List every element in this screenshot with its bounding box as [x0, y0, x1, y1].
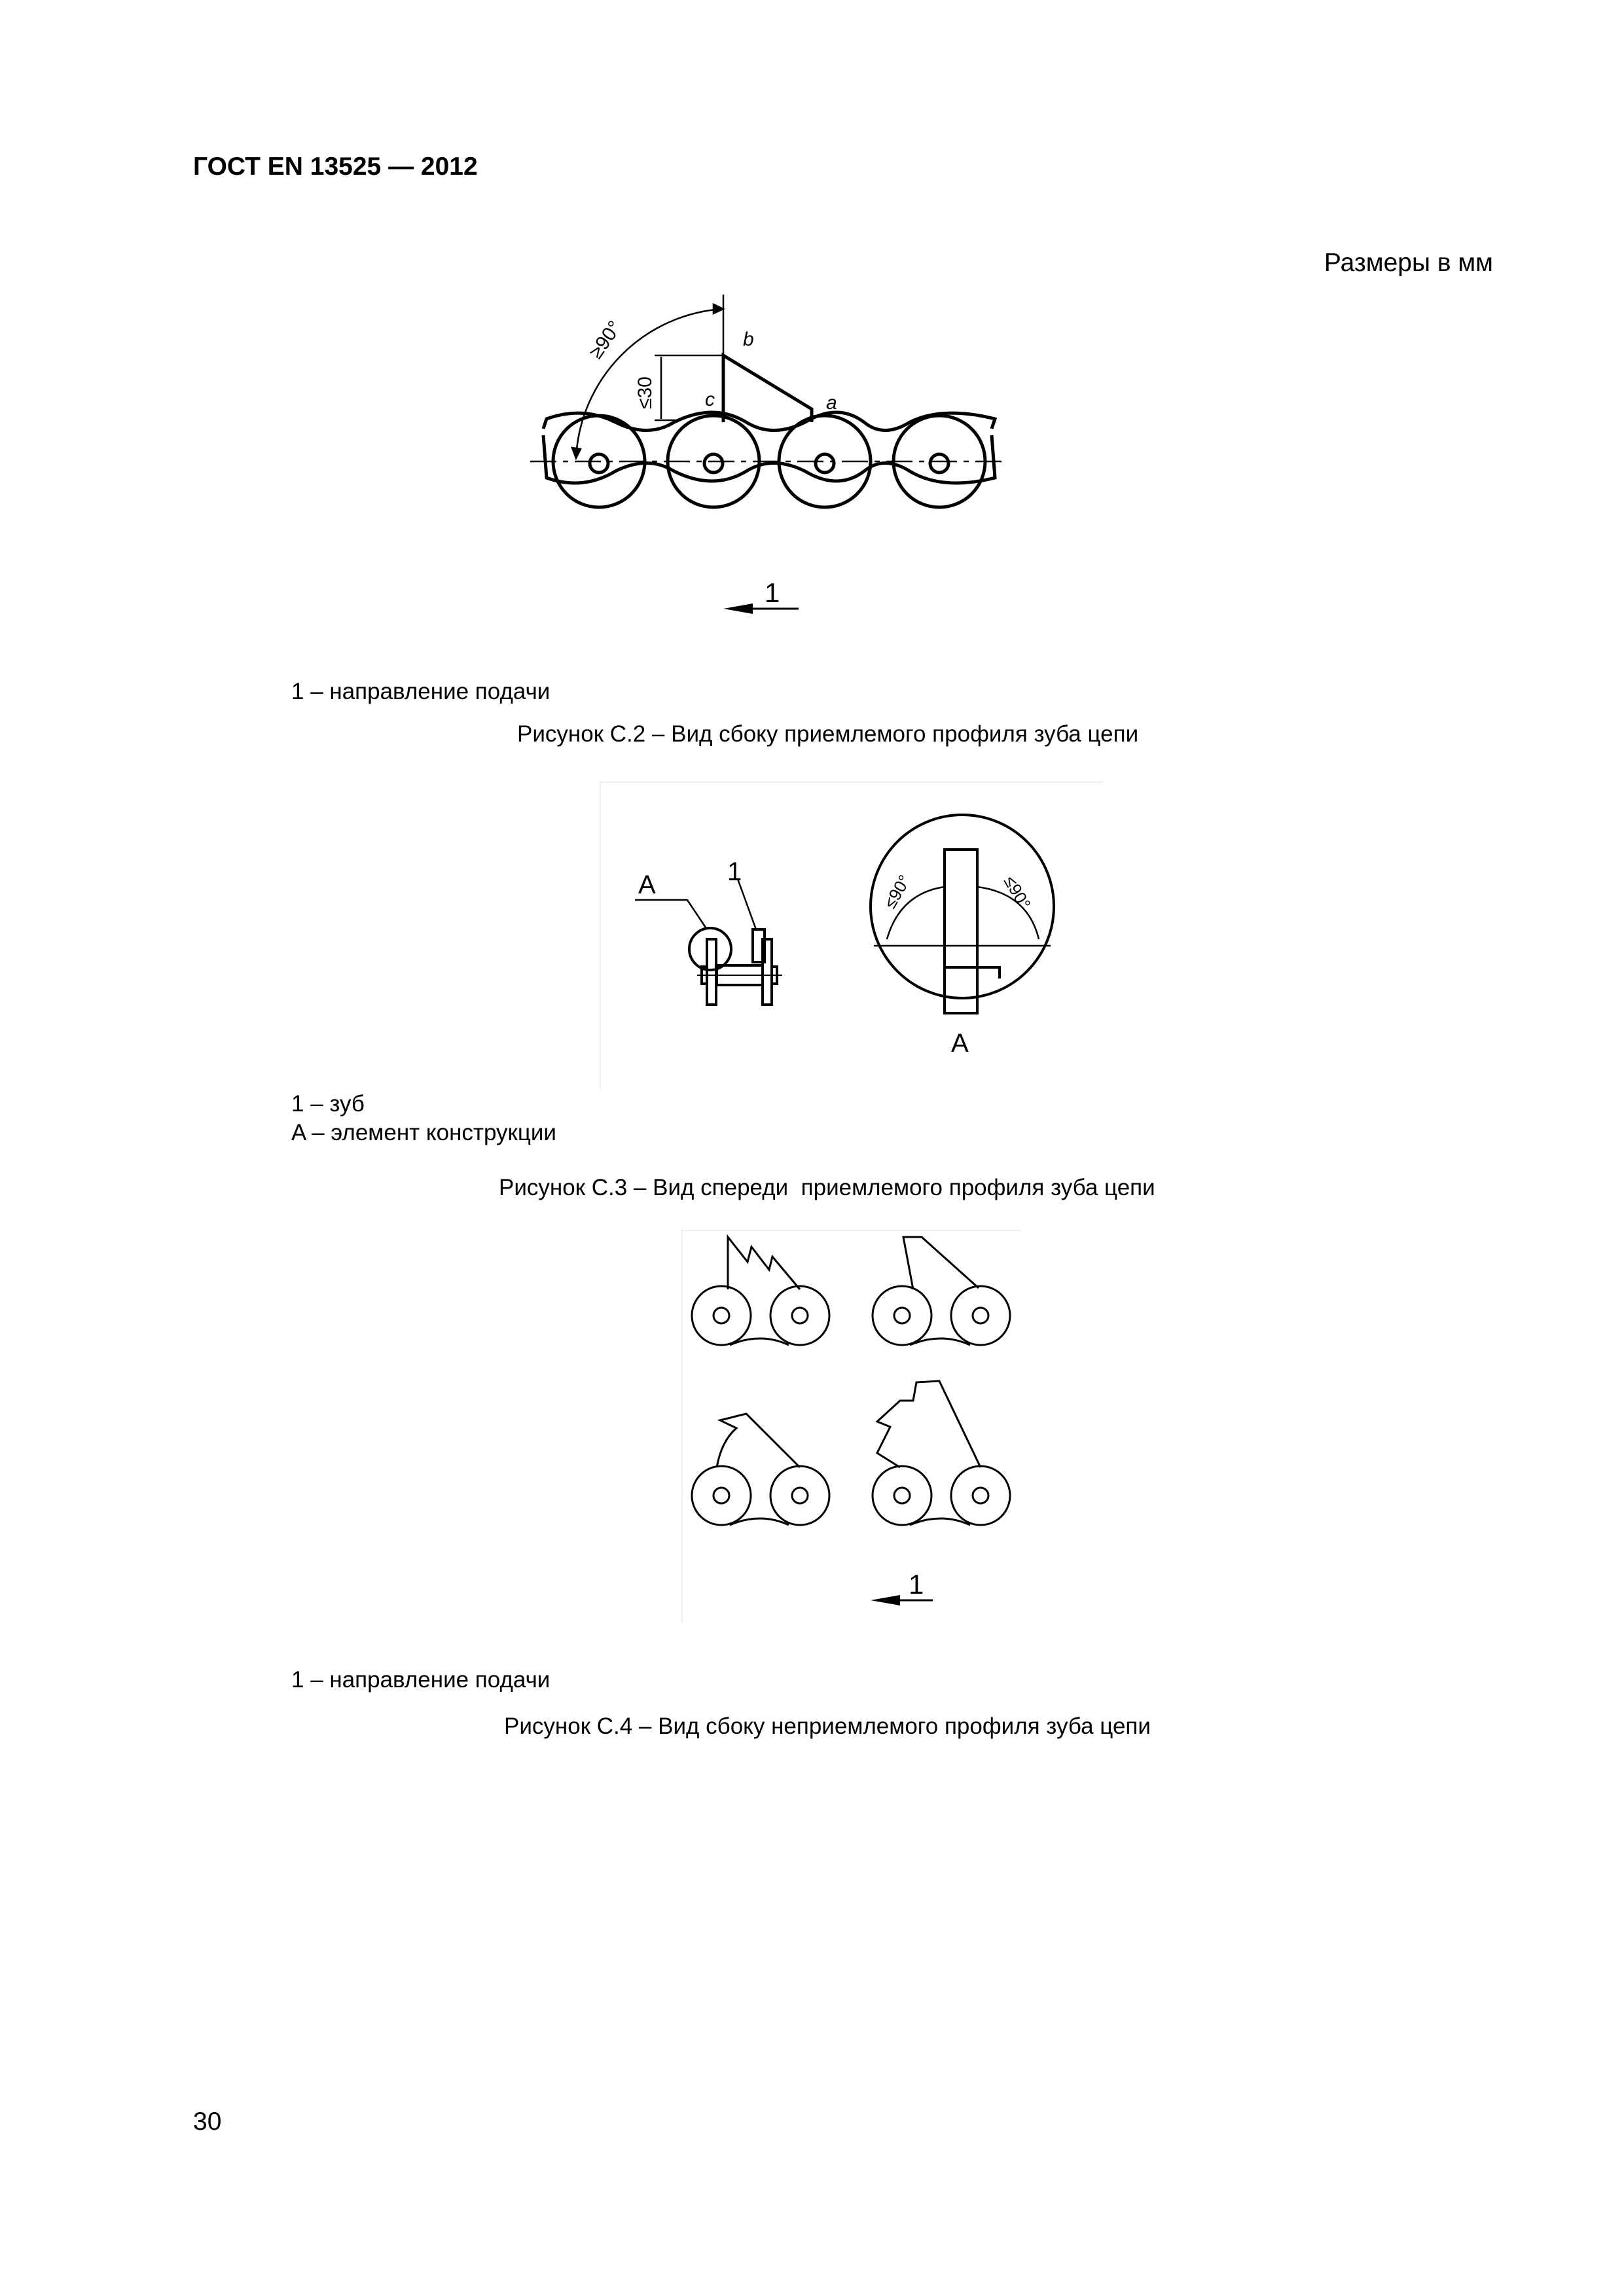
pin-1: [590, 454, 608, 473]
chain-outline-bottom: [543, 435, 995, 483]
legend-c3: [291, 1090, 556, 1147]
caption-c2: Рисунок С.2 – Вид сбоку приемлемого профиля зуба цепи: [517, 721, 1139, 747]
unacceptable-tooth-serrated: [728, 1237, 800, 1289]
angle-arrow-tail: [572, 448, 581, 458]
height-label: ≤30: [634, 376, 656, 409]
unacceptable-tooth-curved: [717, 1414, 800, 1467]
unacceptable-tooth-overhang: [903, 1237, 979, 1289]
detail-view-label: A: [951, 1029, 969, 1058]
angle-left-label: ≤90°: [880, 871, 914, 912]
units-note: Размеры в мм: [1324, 249, 1493, 277]
pin-3: [816, 454, 834, 473]
figure-c4-drawing: [681, 1230, 1021, 1623]
feed-direction-arrow-c2: [720, 569, 812, 622]
arrow-label-c4: 1: [909, 1569, 924, 1600]
label-c: c: [705, 389, 715, 410]
left-plate: [707, 939, 716, 1005]
caption-c3: Рисунок С.3 – Вид спереди приемлемого профиля зуба цепи: [499, 1175, 1155, 1200]
figure-c3-drawing: [599, 782, 1103, 1090]
arrow-label-c2: 1: [765, 577, 780, 608]
legend-c3-item-2: A – элемент конструкции: [291, 1120, 556, 1145]
detail-circle-marker: [689, 928, 731, 970]
page-number: 30: [193, 2108, 222, 2136]
label-1-marker: 1: [727, 857, 742, 886]
feed-direction-arrow-c4: [871, 1595, 900, 1605]
chain-outline-top: [543, 412, 995, 431]
detail-tooth: [945, 850, 977, 1013]
legend-c4-item: 1 – направление подачи: [291, 1667, 550, 1693]
unacceptable-tooth-hooked: [877, 1381, 981, 1467]
angle-arrow-tip: [713, 304, 723, 314]
pin-4: [930, 454, 948, 473]
label-A-marker: A: [638, 870, 656, 899]
legend-c2-item: 1 – направление подачи: [291, 679, 550, 704]
leader-A: [635, 900, 707, 929]
legend-c4: [291, 1666, 550, 1695]
angle-right-label: ≤90°: [1000, 872, 1035, 913]
label-b: b: [743, 329, 754, 350]
angle-label: ≥90°: [585, 317, 626, 363]
legend-c3-item-1: 1 – зуб: [291, 1091, 365, 1117]
document-header: ГОСТ EN 13525 — 2012: [193, 152, 478, 181]
pin-2: [704, 454, 723, 473]
caption-c4: Рисунок С.4 – Вид сбоку неприемлемого профиля зуба цепи: [504, 1713, 1151, 1739]
tooth-profile: [723, 355, 812, 422]
label-a: a: [826, 392, 837, 414]
leader-1: [738, 879, 756, 929]
legend-c2: [291, 677, 550, 706]
detail-base: [945, 967, 1000, 978]
